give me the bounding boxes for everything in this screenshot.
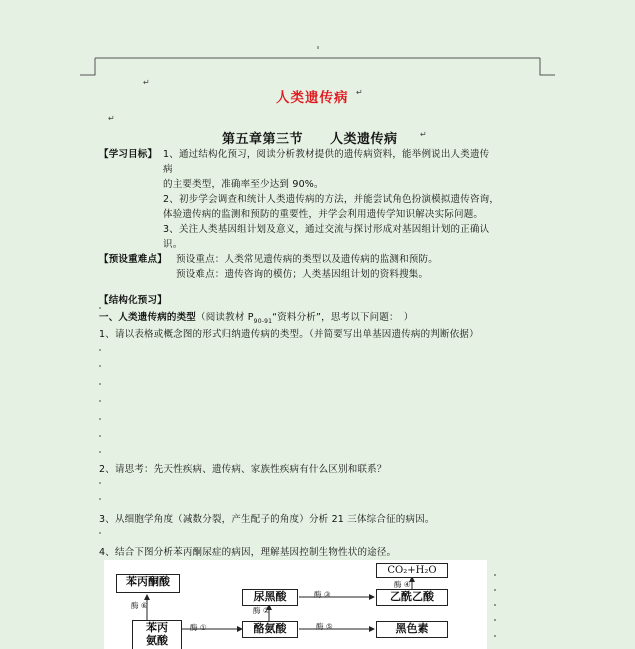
section-heading-bold: 一、人类遗传病的类型: [99, 312, 197, 323]
page-range: 90-91: [253, 317, 273, 325]
enzyme-3-label: 酶 ③: [314, 590, 331, 599]
enzyme-1-label: 酶 ①: [190, 623, 207, 632]
objective-line: 识。: [163, 239, 183, 250]
objective-line: 1、通过结构化预习，阅读分析教材提供的遗传病资料，能举例说出人类遗传: [163, 149, 490, 160]
paragraph-mark: ↵: [356, 88, 363, 97]
key-point-line: 预设难点：遗传咨询的模仿；人类基因组计划的资料搜集。: [176, 269, 429, 280]
question-3: 3、从细胞学角度（减数分裂，产生配子的角度）分析 21 三体综合征的病因。: [99, 514, 435, 525]
enzyme-2-label: 酶 ②: [253, 606, 270, 615]
question-2: 2、请思考：先天性疾病、遗传病、家族性疾病有什么区别和联系？: [99, 464, 387, 475]
paragraph-mark: ↵: [420, 130, 427, 139]
enzyme-5-label: 酶 ⑤: [316, 622, 333, 631]
paragraph-mark: ↵: [108, 114, 115, 123]
phenylalanine-label-2: 氨酸: [146, 634, 168, 647]
phenylalanine-node: [132, 620, 182, 649]
objective-line: 体验遗传病的监测和预防的重要性，并学会利用遗传学知识解决实际问题。: [163, 209, 484, 220]
objectives-tag: 【学习目标】: [99, 149, 158, 160]
paragraph-mark: ↵: [143, 78, 150, 87]
objective-line: 3、关注人类基因组计划及意义，通过交流与探讨形成对基因组计划的正确认: [163, 224, 490, 235]
enzyme-4-label: 酶 ④: [394, 580, 411, 589]
objective-line: 的主要类型，准确率至少达到 90%。: [163, 179, 324, 190]
homogentisic-acid-node: 尿黑酸: [242, 589, 298, 606]
document-title: 人类遗传病: [276, 90, 349, 106]
enzyme-6-label: 酶 ⑥: [131, 601, 148, 610]
objective-line: 2、初步学会调查和统计人类遗传病的方法，并能尝试角色扮演模拟遗传咨询，: [163, 194, 500, 205]
section-heading: [99, 311, 413, 328]
key-point-line: 预设重点：人类常见遗传病的类型以及遗传病的监测和预防。: [176, 254, 438, 265]
acetoacetic-acid-node: 乙酰乙酸: [376, 589, 448, 606]
chapter-title: 第五章第三节 人类遗传病: [222, 132, 398, 147]
phenylketonuria-pathway-diagram: [104, 560, 487, 649]
co2-h2o-node: CO₂+H₂O: [376, 563, 448, 578]
section-heading-end: “资料分析”，思考以下问题： ）: [272, 312, 414, 323]
tyrosine-node: 酪氨酸: [242, 621, 298, 638]
preview-tag: 【结构化预习】: [99, 295, 167, 306]
key-points-tag: 【预设重难点】: [99, 254, 167, 265]
melanin-node: 黑色素: [376, 621, 448, 638]
header-frame: [0, 0, 635, 90]
question-4: 4、结合下图分析苯丙酮尿症的病因，理解基因控制生物性状的途径。: [99, 547, 397, 558]
question-1: 1、请以表格或概念图的形式归纳遗传病的类型。（并简要写出单基因遗传病的判断依据）: [99, 329, 479, 340]
phenylalanine-label-1: 苯丙: [146, 621, 168, 634]
objective-line: 病: [163, 164, 173, 175]
section-heading-text: （阅读教材 P: [196, 312, 254, 323]
phenylpyruvic-acid-node: 苯丙酮酸: [116, 574, 180, 593]
